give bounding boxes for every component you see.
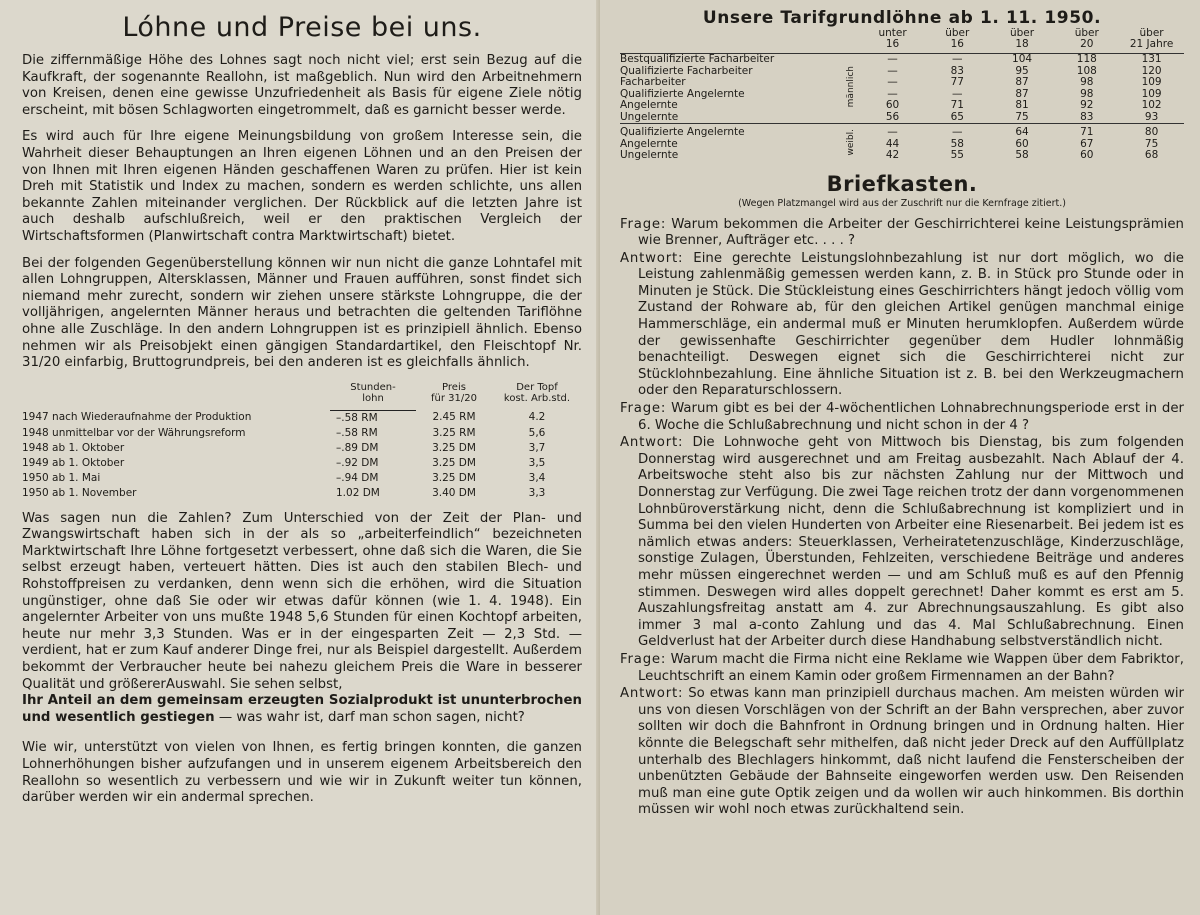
- wage-value: —: [887, 64, 898, 77]
- tarif-corner: [620, 28, 844, 54]
- row-label: 1948 ab 1. Oktober: [22, 441, 125, 454]
- wage-value: 131: [1141, 53, 1162, 65]
- paragraph-2: Es wird auch für Ihre eigene Meinungsbildung von großem Interesse sein, die Wahrheit dieser Behauptungen an Ihren eigenen Löhnen und an den Preisen der von Ihnen mit Ihren eigenen Händen geschaffenen Waren zu prüfen. Hier ist kein Dreh mit Statistik und Index zu machen, sondern es werden schlichte, uns allen bekannte Zahlen miteinander verglichen. Der Rückblick auf die letzten Jahre ist auch deshalb aufschlußreich, weil er den praktischen Vergleich der Wirtschaftsformen (Planwirtschaft contra Marktwirtschaft) bietet.: [22, 129, 582, 244]
- wage-group: Qualifizierte Facharbeiter: [620, 64, 753, 77]
- table-row: [22, 486, 582, 501]
- hourly-wage: –.58 RM: [336, 426, 378, 439]
- wage-value: —: [887, 53, 898, 65]
- tarif-men-body: [620, 54, 1184, 124]
- wage-value: 87: [1015, 76, 1029, 88]
- wage-value: 98: [1080, 76, 1094, 88]
- wage-value: 55: [950, 149, 964, 161]
- tarif-header: [860, 28, 925, 54]
- price-header-hours: [492, 382, 582, 411]
- gender-label-male: [844, 54, 860, 124]
- table-row: [22, 456, 582, 471]
- wage-value: 75: [1144, 137, 1159, 150]
- tarif-title: Unsere Tarifgrundlöhne ab 1. 11. 1950.: [702, 8, 1102, 28]
- paragraph-5: Wie wir, unterstützt von vielen von Ihnen, es fertig bringen konnten, die ganzen Lohnerhöhungen bisher aufzufangen und in unserem eigenem Arbeitsbereich den Reallohn so wesentlich zu verbessern und wie wir in Zukunft weiter tun können, darüber werden wir ein andermal sprechen.: [22, 740, 582, 806]
- hourly-wage: –.92 DM: [336, 456, 379, 469]
- wage-value: 118: [1076, 53, 1097, 65]
- gender-label-male-text: männlich: [846, 65, 857, 107]
- work-hours: 4.2: [528, 411, 546, 424]
- tarif-header: [1054, 28, 1119, 54]
- wage-value: 92: [1080, 99, 1094, 111]
- wage-value: 60: [885, 99, 900, 111]
- tarif-header: [1119, 28, 1184, 54]
- wage-value: 42: [885, 149, 900, 161]
- wage-value: 64: [990, 124, 1055, 139]
- header-text: Stunden- lohn: [350, 381, 396, 404]
- table-row: [620, 112, 1184, 124]
- qa-text: Warum gibt es bei der 4-wöchentlichen Lohnabrechnungsperiode erst in der 6. Woche die Schlußabrechnung und nicht schon in der 4 ?: [638, 401, 1184, 433]
- header-text: Der Topf kost. Arb.std.: [503, 382, 571, 405]
- price-table-corner: [22, 382, 330, 411]
- qa-entry: [620, 686, 1184, 819]
- wage-value: 109: [1141, 87, 1162, 100]
- pot-price: 3.40 DM: [432, 486, 476, 499]
- qa-entry: [620, 435, 1184, 651]
- qa-entry: [620, 217, 1184, 250]
- wage-value: 108: [1076, 64, 1097, 77]
- article-title: Lóhne und Preise bei uns.: [122, 12, 482, 43]
- qa-text: Warum bekommen die Arbeiter der Geschirrichterei keine Leistungsprämien wie Brenner, Aufträger etc. . . . ?: [638, 216, 1184, 249]
- pot-price: 3.25 RM: [432, 426, 476, 439]
- qa-label: Frage:: [620, 401, 667, 417]
- paragraph-4-end: — was wahr ist, darf man schon sagen, nicht?: [214, 709, 525, 725]
- wage-price-table: [22, 382, 582, 501]
- table-row: [22, 471, 582, 486]
- qa-label: Antwort:: [620, 435, 684, 451]
- price-table-body: [22, 410, 582, 501]
- qa-label: Frage:: [620, 216, 667, 232]
- wage-value: 80: [1119, 124, 1184, 139]
- price-header-wage: [330, 382, 416, 411]
- pot-price: 3.25 DM: [432, 471, 476, 484]
- qa-text: Eine gerechte Leistungslohnbezahlung ist nur dort möglich, wo die Leistung zahlenmäßig gemessen werden kann, z. B. in Stück pro Stunde oder in Minuten je Stück. Die Stückleistung eines Geschirrichters hängt jedoch völlig vom Zustand der Rohware ab, für den gleichen Artikel genügen manchmal einige Hammerschläge, ein andermal muß er Minuten herumklopfen. Außerdem würde der gewissenhafte Geschirrichter gegenüber dem Hudler lohnmäßig benachteiligt. Deswegen eignet sich die Geschirrichterei nicht zur Stücklohnbezahlung. Eine ähnliche Situation ist z. B. bei den Werkzeugmachern oder den Reparaturschlossern.: [638, 250, 1184, 399]
- wage-value: 87: [1015, 87, 1029, 100]
- row-label: 1947 nach Wiederaufnahme der Produktion: [22, 411, 252, 424]
- gender-label-female: [844, 124, 860, 162]
- row-label: 1949 ab 1. Oktober: [22, 456, 125, 469]
- work-hours: 5,6: [528, 426, 546, 439]
- table-row: [22, 410, 582, 426]
- qa-entry: [620, 401, 1184, 434]
- work-hours: 3,5: [528, 456, 546, 469]
- wage-value: 93: [1144, 110, 1159, 123]
- wage-value: 102: [1141, 99, 1162, 111]
- table-row: [620, 100, 1184, 112]
- work-hours: 3,4: [528, 471, 546, 484]
- header-text: über 20: [1074, 27, 1099, 50]
- wage-value: 95: [1015, 64, 1029, 77]
- wage-group: Angelernte: [620, 137, 678, 150]
- right-page: [600, 0, 1200, 915]
- wage-value: 68: [1144, 149, 1159, 161]
- qa-label: Antwort:: [620, 686, 684, 702]
- table-row: [620, 54, 1184, 66]
- wage-value: —: [925, 124, 990, 139]
- qa-list: [620, 217, 1184, 819]
- paragraph-4-text: Was sagen nun die Zahlen? Zum Unterschied von der Zeit der Plan- und Zwangswirtschaft haben sich in der als so „arbeiterfeindlich“ bezeichneten Marktwirtschaft Ihre Löhne fortgesetzt verbessert, ohne daß sich die Waren, die Sie selbst erzeugt haben, verteuert hätten. Dies ist auch den stabilen Blech- und Rohstoffpreisen zu verdanken, denn wenn sich die erhöhen, wird die Situation ungünstiger, ohne daß Sie oder wir etwas dafür können (wie 1. 4. 1948). Ein angelernter Arbeiter von uns mußte 1948 5,6 Stunden für einen Kochtopf arbeiten, heute nur mehr 3,3 Stunden. Was er in der eingesparten Zeit — 2,3 Std. — verdient, hat er zum Kauf anderer Dinge frei, nur als Beispiel dargestellt. Außerdem bekommt der Verbraucher heute bei nahezu gleichem Preis die Ware in besserer Qualität und größererAuswahl. Sie sehen selbst,: [22, 510, 582, 692]
- wage-group: Facharbeiter: [620, 76, 686, 88]
- wage-value: —: [952, 53, 963, 65]
- qa-label: Antwort:: [620, 250, 684, 266]
- tarif-table: [620, 28, 1184, 162]
- paragraph-4-bold: Ihr Anteil an dem gemeinsam erzeugten Sozialprodukt ist ununterbrochen und wesentlich gestiegen: [22, 693, 582, 725]
- wage-group: Angelernte: [620, 99, 678, 111]
- hourly-wage: 1.02 DM: [336, 486, 380, 499]
- briefkasten-note: (Wegen Platzmangel wird aus der Zuschrift nur die Kernfrage zitiert.): [738, 197, 1066, 209]
- table-row: [22, 426, 582, 441]
- table-row: [620, 139, 1184, 151]
- work-hours: 3,3: [528, 486, 546, 499]
- table-row: [620, 66, 1184, 78]
- paragraph-4: [22, 511, 582, 727]
- qa-text: So etwas kann man prinzipiell durchaus machen. Am meisten würden wir uns von diesen Vorschlägen von der Schrift an der Bahn versprechen, aber zuvor sollten wir doch die Bahnfront in Ordnung bringen und in Ordnung halten. Hier könnte die Belegschaft sehr mithelfen, daß nicht jeder Dreck auf den Auffüllplatz unterhalb des Blechlagers hinkommt, daß nicht laufend die Fensterscheiben der unbenützten Gebäude der Bahnseite eingeworfen werden usw. Den Reisenden muß man eine gute Optik zeigen und da wollen wir auch hinkommen. Bis dorthin müssen wir wohl noch etwas zurückhaltend sein.: [638, 686, 1184, 818]
- row-label: 1948 unmittelbar vor der Währungsreform: [22, 426, 246, 439]
- wage-value: 109: [1141, 76, 1162, 88]
- header-text: Preis für 31/20: [431, 382, 477, 405]
- qa-entry: [620, 251, 1184, 400]
- gender-label-female-text: weibl.: [846, 128, 857, 156]
- wage-value: —: [860, 124, 925, 139]
- wage-value: —: [952, 87, 963, 100]
- tarif-header: [990, 28, 1055, 54]
- header-text: über 16: [945, 27, 970, 50]
- row-label: 1950 ab 1. Mai: [22, 471, 101, 484]
- price-header-price: [416, 382, 492, 411]
- wage-value: 58: [1015, 149, 1029, 161]
- row-label: 1950 ab 1. November: [22, 486, 137, 499]
- wage-value: —: [887, 87, 898, 100]
- qa-text: Die Lohnwoche geht von Mittwoch bis Dienstag, bis zum folgenden Donnerstag wird ausgerechnet und am Freitag ausbezahlt. Nach Ablauf der 4. Arbeitswoche steht also bis zur nächsten Zahlung nur der Mittwoch und Donnerstag zur Verfügung. Die zwei Tage reichen trotz der dann vorgenommenen Lohnbüroverstärkung nicht, denn die Schlußabrechnung ist kompliziert und in Summa bei den vielen Hunderten von Arbeiter eine Riesenarbeit. Bei jedem ist es nämlich etwas anders: Steuerklassen, Verheiratetenzuschläge, Kinderzuschläge, sonstige Zulagen, Überstunden, Fehlzeiten, verschiedene Beiträge und anderes mehr müssen eingerechnet werden — und am Schluß muß es auf den Pfennig stimmen. Deswegen wird alles doppelt gerechnet! Daher kommt es erst am 5. Auszahlungsfreitag anstatt am 4. zur Abrechnungsauszahlung. Es gibt also immer 3 mal a-conto Zahlung und das 4. Mal Schlußabrechnung. Einen Geldverlust hat der Arbeiter durch diese Handhabung selbstverständlich nicht.: [638, 435, 1184, 650]
- tarif-gender-col: [844, 28, 860, 54]
- header-text: über 21 Jahre: [1129, 27, 1174, 50]
- table-row: [620, 150, 1184, 162]
- table-row: [620, 89, 1184, 101]
- wage-value: 75: [1015, 110, 1029, 123]
- wage-value: 65: [950, 110, 964, 123]
- wage-value: 83: [950, 64, 964, 77]
- hourly-wage: –.94 DM: [336, 471, 379, 484]
- wage-value: 44: [885, 137, 900, 150]
- tarif-women-body: [620, 124, 1184, 162]
- pot-price: 2.45 RM: [432, 411, 476, 424]
- table-row: [620, 124, 1184, 139]
- briefkasten-title: Briefkasten.: [826, 171, 978, 196]
- paragraph-1: Die ziffernmäßige Höhe des Lohnes sagt noch nicht viel; erst sein Bezug auf die Kaufkraft, der sogenannte Reallohn, ist maßgeblich. Nun wird den Arbeitnehmern von Kreisen, denen eine gewisse Unzufriedenheit als Basis für eigene Ziele nötig erscheint, mit bösen Schlagworten eingetrommelt, daß es garnicht besser werde.: [22, 53, 582, 118]
- wage-value: 98: [1080, 87, 1094, 100]
- wage-value: 83: [1080, 110, 1094, 123]
- qa-text: Warum macht die Firma nicht eine Reklame wie Wappen über dem Fabriktor, Leuchtschrift an einem Kamin oder großem Firmennamen an der Bahn?: [638, 651, 1184, 684]
- wage-value: —: [887, 76, 898, 88]
- header-text: über 18: [1009, 27, 1035, 50]
- pot-price: 3.25 DM: [432, 441, 476, 454]
- wage-value: 120: [1141, 64, 1162, 77]
- qa-label: Frage:: [620, 651, 667, 667]
- hourly-wage: –.58 RM: [336, 411, 378, 424]
- table-row: [620, 77, 1184, 89]
- work-hours: 3,7: [528, 441, 546, 454]
- hourly-wage: –.89 DM: [336, 441, 379, 454]
- qa-entry: [620, 652, 1184, 685]
- table-row: [22, 441, 582, 456]
- wage-value: 104: [1012, 53, 1033, 65]
- wage-group: Bestqualifizierte Facharbeiter: [620, 53, 775, 65]
- wage-value: 81: [1015, 99, 1029, 111]
- wage-value: 67: [1080, 137, 1094, 150]
- wage-group: Ungelernte: [620, 149, 679, 161]
- header-text: unter 16: [878, 27, 907, 50]
- wage-value: 58: [950, 137, 964, 150]
- wage-value: 77: [950, 76, 964, 88]
- wage-value: 60: [1015, 137, 1029, 150]
- wage-value: 60: [1080, 149, 1094, 161]
- wage-value: 71: [950, 99, 964, 111]
- paragraph-3: Bei der folgenden Gegenüberstellung können wir nun nicht die ganze Lohntafel mit allen Lohngruppen, Altersklassen, Männer und Frauen aufführen, sonst findet sich niemand mehr zurecht, sondern wir ziehen unsere stärkste Lohngruppe, die der volljährigen, angelernten Männer heraus und betrachten die geltenden Tariflöhne ohne alle Zuschläge. In den andern Lohngruppen ist es prinzipiell ähnlich. Ebenso nehmen wir als Preisobjekt einen gängigen Standardartikel, den Fleischtopf Nr. 31/20 einfarbig, Bruttogrundpreis, bei den anderen ist es gleichfalls ähnlich.: [22, 255, 582, 371]
- wage-group: Ungelernte: [620, 110, 679, 123]
- wage-group: Qualifizierte Angelernte: [620, 87, 745, 100]
- pot-price: 3.25 DM: [432, 456, 476, 469]
- wage-value: 56: [885, 110, 900, 123]
- wage-group: Qualifizierte Angelernte: [620, 124, 844, 139]
- tarif-header: [925, 28, 990, 54]
- wage-value: 71: [1054, 124, 1119, 139]
